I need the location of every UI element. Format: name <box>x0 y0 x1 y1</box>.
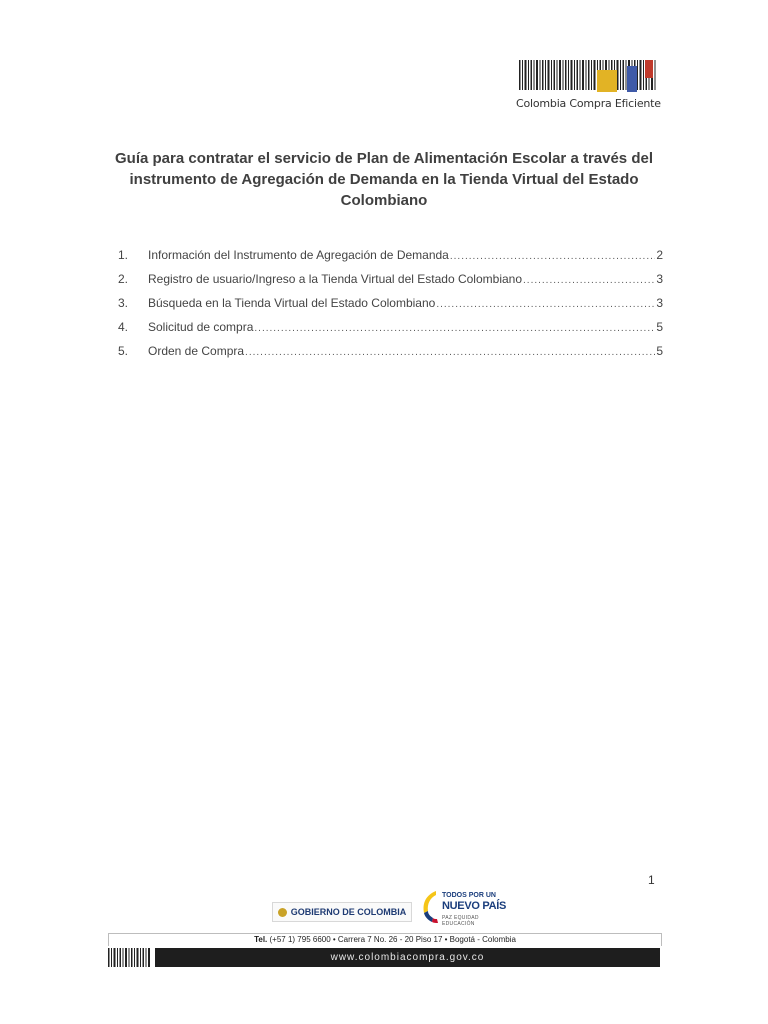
document-title: Guía para contratar el servicio de Plan de Alimentación Escolar a través del instrumento de Agregación de Demanda en la Tienda Virtual del Estado Colombiano <box>115 150 653 209</box>
slogan-small-text: TODOS POR UN <box>442 892 496 899</box>
toc-page-number: 5 <box>656 344 663 358</box>
toc-entry[interactable] <box>118 248 663 272</box>
contact-text: (+57 1) 795 6600 • Carrera 7 No. 26 - 20 Piso 17 • Bogotá - Colombia <box>269 935 516 944</box>
toc-page-number: 3 <box>656 296 663 310</box>
contact-bar <box>108 933 662 946</box>
website-url-bar[interactable]: www.colombiacompra.gov.co <box>155 948 660 967</box>
toc-page-number: 3 <box>656 272 663 286</box>
gobierno-de-colombia-logo <box>272 902 412 922</box>
toc-leader-dots <box>245 347 655 358</box>
toc-leader-dots <box>254 323 655 334</box>
contact-label: Tel. <box>254 935 268 944</box>
gov-logo-text: GOBIERNO DE COLOMBIA <box>290 907 407 917</box>
toc-label: Información del Instrumento de Agregación de Demanda <box>148 248 449 262</box>
toc-number: 5. <box>118 344 129 358</box>
todos-por-un-nuevo-pais-logo <box>420 889 510 929</box>
toc-leader-dots <box>436 299 655 310</box>
national-seal-icon <box>278 908 287 917</box>
toc-number: 3. <box>118 296 129 310</box>
toc-entry[interactable] <box>118 296 663 320</box>
slogan-tiny-text: PAZ EQUIDAD EDUCACIÓN <box>442 915 479 927</box>
toc-number: 4. <box>118 320 129 334</box>
toc-number: 1. <box>118 248 129 262</box>
toc-page-number: 2 <box>656 248 663 262</box>
table-of-contents <box>118 248 663 368</box>
toc-leader-dots <box>523 275 655 286</box>
logo-text: Colombia Compra Eficiente <box>516 97 661 110</box>
toc-label: Búsqueda en la Tienda Virtual del Estado Colombiano <box>148 296 436 310</box>
page-number: 1 <box>648 873 655 887</box>
barcode-logo-icon <box>519 58 659 94</box>
toc-number: 2. <box>118 272 129 286</box>
toc-leader-dots <box>450 251 655 262</box>
slogan-big-text: NUEVO PAÍS <box>442 900 507 912</box>
toc-label: Registro de usuario/Ingreso a la Tienda Virtual del Estado Colombiano <box>148 272 523 286</box>
toc-label: Orden de Compra <box>148 344 245 358</box>
toc-entry[interactable] <box>118 344 663 368</box>
footer-barcode-icon <box>108 948 152 967</box>
colombia-compra-logo <box>516 58 660 114</box>
toc-page-number: 5 <box>656 320 663 334</box>
colombia-flag-swoosh-icon <box>420 889 440 925</box>
toc-entry[interactable] <box>118 272 663 296</box>
toc-entry[interactable] <box>118 320 663 344</box>
toc-label: Solicitud de compra <box>148 320 254 334</box>
